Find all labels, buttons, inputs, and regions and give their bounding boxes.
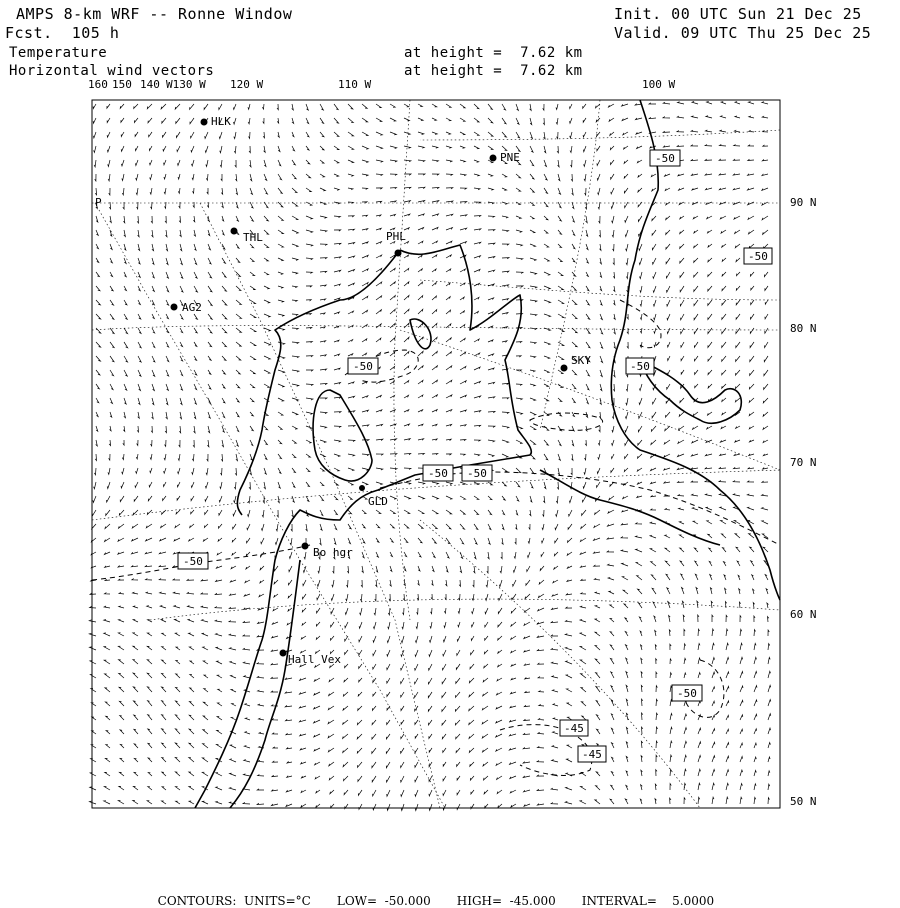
contour-low: LOW= -50.000 bbox=[336, 894, 431, 908]
contour-value: -50 bbox=[630, 360, 650, 373]
station-label: AG2 bbox=[182, 301, 202, 314]
valid-time: Valid. 09 UTC Thu 25 Dec 25 bbox=[614, 24, 872, 42]
contour-high: HIGH= -45.000 bbox=[456, 894, 556, 908]
lon-label: 100 W bbox=[642, 78, 676, 91]
field-label-wind: Horizontal wind vectors bbox=[9, 63, 215, 79]
lat-label: 70 N bbox=[790, 456, 817, 469]
lat-label: 60 N bbox=[790, 608, 817, 621]
contour-label-boxes bbox=[178, 150, 772, 762]
init-time: Init. 00 UTC Sun 21 Dec 25 bbox=[614, 5, 862, 23]
map-title: AMPS 8-km WRF -- Ronne Window bbox=[16, 5, 293, 23]
contour-units: CONTOURS: UNITS=°C bbox=[157, 894, 311, 908]
height-label-wind: at height = 7.62 km bbox=[404, 63, 583, 79]
station-label: HLK bbox=[211, 115, 231, 128]
lat-label: 80 N bbox=[790, 322, 817, 335]
contour-interval: INTERVAL= 5.0000 bbox=[581, 894, 715, 908]
station-label: Hall Vex bbox=[288, 653, 341, 666]
contour-value: -50 bbox=[655, 152, 675, 165]
contour-value: -45 bbox=[564, 722, 584, 735]
pole-label: P bbox=[95, 196, 102, 209]
station-label: SKY bbox=[571, 354, 591, 367]
lon-label: 120 W bbox=[230, 78, 264, 91]
lat-label: 50 N bbox=[790, 795, 817, 808]
contour-value: -50 bbox=[677, 687, 697, 700]
contour-value: -45 bbox=[582, 748, 602, 761]
lon-label: 110 W bbox=[338, 78, 372, 91]
temperature-contours bbox=[92, 300, 780, 775]
contour-value: -50 bbox=[353, 360, 373, 373]
station-label: Bo hgr bbox=[313, 546, 353, 559]
station-label: GLD bbox=[368, 495, 388, 508]
lon-label: W130 W bbox=[166, 78, 206, 91]
lon-label: 150 bbox=[112, 78, 132, 91]
coastline bbox=[195, 100, 780, 808]
lon-label: 160 bbox=[88, 78, 108, 91]
height-label-temperature: at height = 7.62 km bbox=[404, 45, 583, 61]
station-markers bbox=[171, 119, 568, 657]
contour-value: -50 bbox=[428, 467, 448, 480]
field-label-temperature: Temperature bbox=[9, 45, 108, 61]
contour-value: -50 bbox=[467, 467, 487, 480]
station-label: PNE bbox=[500, 151, 520, 164]
station-label: PHL bbox=[386, 230, 406, 243]
contour-value: -50 bbox=[183, 555, 203, 568]
wind-vector-field bbox=[89, 102, 771, 811]
station-label: THL bbox=[243, 231, 263, 244]
contour-legend bbox=[150, 880, 740, 908]
contour-value: -50 bbox=[748, 250, 768, 263]
lon-label: 140 bbox=[140, 78, 160, 91]
lat-label: 90 N bbox=[790, 196, 817, 209]
wind-arrows bbox=[89, 102, 771, 811]
forecast-hour: Fcst. 105 h bbox=[5, 24, 120, 42]
